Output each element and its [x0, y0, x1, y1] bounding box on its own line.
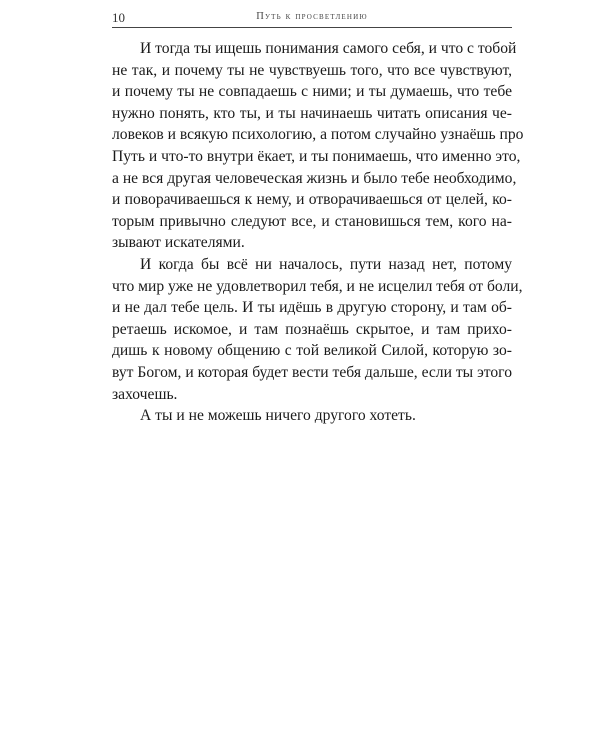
- text-line: не так, и почему ты не чувствуешь того, что все чувствуют,: [112, 61, 512, 79]
- text-line: и поворачиваешься к нему, и отворачиваешься от целей, ко-: [112, 191, 512, 209]
- running-title: Путь к просветлению: [256, 11, 368, 22]
- text-line: И когда бы всё ни началось, пути назад нет, потому: [140, 255, 512, 273]
- text-line: И тогда ты ищешь понимания самого себя, и что с тобой: [140, 40, 517, 57]
- paragraph: [112, 254, 523, 405]
- text-line: Путь и что-то внутри ёкает, и ты понимаешь, что именно это,: [112, 147, 521, 165]
- text-line: и почему ты не совпадаешь с ними; и ты думаешь, что тебе: [112, 83, 512, 101]
- text-line: А ты и не можешь ничего другого хотеть.: [140, 407, 416, 425]
- text-line: а не вся другая человеческая жизнь и было тебе необходимо,: [112, 169, 517, 187]
- body-text: [112, 38, 524, 427]
- text-line: дишь к новому общению с той великой Силой, которую зо-: [112, 342, 512, 360]
- text-line: ретаешь искомое, и там познаёшь скрытое, и там прихо-: [112, 320, 512, 338]
- text-line: вут Богом, и которая будет вести тебя дальше, если ты этого: [112, 363, 512, 381]
- text-line: захочешь.: [112, 385, 178, 403]
- paragraph: [112, 405, 512, 427]
- page-number: 10: [112, 10, 125, 25]
- text-line: ловеков и всякую психологию, а потом случайно узнаёшь про: [112, 126, 524, 144]
- page-header: [112, 8, 512, 28]
- header-rule: [112, 27, 512, 28]
- text-line: что мир уже не удовлетворил тебя, и не исцелил тебя от боли,: [112, 277, 523, 295]
- paragraph: [112, 38, 524, 254]
- text-line: торым привычно следуют все, и становишься тем, кого на-: [112, 212, 512, 230]
- text-line: и не дал тебе цель. И ты идёшь в другую сторону, и там об-: [112, 299, 512, 317]
- text-line: зывают искателями.: [112, 234, 245, 252]
- text-line: нужно понять, кто ты, и ты начинаешь читать описания че-: [112, 104, 512, 122]
